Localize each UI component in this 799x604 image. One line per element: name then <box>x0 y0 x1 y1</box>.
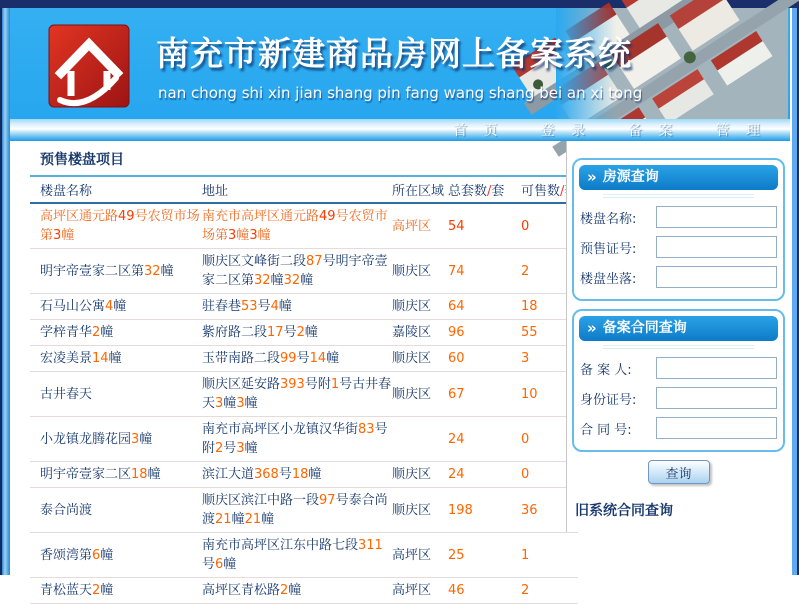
cell-name[interactable]: 泰合尚渡 <box>40 502 93 518</box>
registrant-input[interactable] <box>656 357 777 379</box>
cell-district: 嘉陵区 <box>392 325 432 340</box>
table-row <box>30 320 578 346</box>
cell-total <box>446 385 510 404</box>
old-system-contract-link[interactable]: 旧系统合同查询 <box>575 503 673 519</box>
cell-address: 南充市高坪区江东中路七段311号6幢 <box>202 538 383 572</box>
field-label: 身份证号: <box>580 392 637 408</box>
digits: 14 <box>309 351 327 366</box>
contract-no-input[interactable] <box>656 417 777 439</box>
digits: 96 <box>448 325 465 340</box>
digits: 3 <box>215 396 224 411</box>
digits: 2 <box>280 583 289 598</box>
cell-total <box>446 501 510 520</box>
cell-total <box>446 323 510 342</box>
digits: 4 <box>270 299 279 314</box>
digits: 24 <box>448 431 465 447</box>
digits: 32 <box>144 263 161 279</box>
column-header: 所在区域 <box>392 184 445 199</box>
digits: 311 <box>358 538 383 553</box>
cell-district: 顺庆区 <box>392 386 432 402</box>
form-field <box>580 236 777 258</box>
cell-address: 顺庆区延安路393号附1号古井春天3幢3幢 <box>202 377 392 411</box>
cell-name[interactable]: 高坪区通元路49号农贸市场第3幢 <box>40 209 200 243</box>
table-row <box>30 578 578 604</box>
digits: 99 <box>280 351 297 366</box>
sidebar-panels <box>567 158 790 452</box>
digits: 3 <box>236 396 245 411</box>
panel-title: 房源查询 <box>602 169 659 185</box>
digits: 49 <box>319 209 336 224</box>
building-location-input[interactable] <box>656 266 777 288</box>
field-label: 合 同 号: <box>580 422 632 438</box>
panel-gloss-decoration <box>603 345 754 349</box>
digits: 3 <box>53 228 62 243</box>
digits: 3 <box>249 228 258 243</box>
digits: 53 <box>241 299 258 314</box>
digits: 6 <box>215 557 224 572</box>
cell-total <box>446 349 510 368</box>
nav-item[interactable]: 登 录 <box>540 123 592 139</box>
chevron-right-icon: » <box>587 319 597 337</box>
digits: 60 <box>448 351 465 366</box>
digits: 4 <box>105 299 114 314</box>
contract-query-panel <box>572 309 785 452</box>
digits: 55 <box>521 325 538 340</box>
cell-address: 顺庆区滨江中路一段97号泰合尚渡21幢21幢 <box>202 493 388 527</box>
digits: 25 <box>448 547 465 563</box>
cell-total <box>446 465 510 484</box>
cell-name[interactable]: 古井春天 <box>40 386 93 402</box>
digits: 18 <box>521 299 538 314</box>
digits: / <box>560 184 565 199</box>
right-frame-bar <box>790 8 799 575</box>
section-title: 预售楼盘项目 <box>40 152 124 168</box>
left-frame-bar <box>0 8 10 575</box>
digits: 32 <box>283 273 301 288</box>
cell-district: 顺庆区 <box>392 263 432 279</box>
table-row <box>30 372 578 417</box>
digits: 393 <box>280 377 305 392</box>
digits: 1 <box>521 547 530 563</box>
field-label: 预售证号: <box>580 241 637 257</box>
cell-available <box>510 581 578 600</box>
table-header-row <box>30 177 578 204</box>
cell-total <box>446 430 510 449</box>
cell-address: 紫府路二段17号2幢 <box>202 325 318 340</box>
digits: 24 <box>448 467 465 482</box>
cell-name[interactable]: 石马山公寓4幢 <box>40 299 127 314</box>
cell-district: 高坪区 <box>392 583 432 598</box>
query-button-row <box>567 460 790 484</box>
digits: 1 <box>330 377 340 392</box>
digits: 3 <box>228 228 237 243</box>
table-row <box>30 533 578 578</box>
panel-header <box>579 316 778 341</box>
form-field <box>580 357 777 379</box>
digits: / <box>487 184 492 199</box>
digits: 3 <box>521 351 530 366</box>
cell-total <box>446 546 510 565</box>
cell-address: 玉带南路二段99号14幢 <box>202 351 340 366</box>
digits: 21 <box>215 512 232 527</box>
cell-name[interactable]: 学梓青华2幢 <box>40 325 114 340</box>
cell-address: 驻春巷53号4幢 <box>202 299 292 314</box>
table-row <box>30 346 578 372</box>
cell-name[interactable]: 明宇帝壹家二区18幢 <box>40 467 161 482</box>
table-row <box>30 294 578 320</box>
digits: 2 <box>215 441 224 456</box>
site-subtitle-pinyin: nan chong shi xin jian shang pin fang wang shang bei an xi tong <box>158 84 643 102</box>
digits: 14 <box>92 351 109 366</box>
table-row <box>30 249 578 294</box>
listing-section <box>30 141 578 604</box>
digits: 21 <box>244 512 262 527</box>
cell-district: 顺庆区 <box>392 299 432 314</box>
cell-total <box>446 581 510 600</box>
field-label: 楼盘坐落: <box>580 271 637 287</box>
digits: 32 <box>254 273 271 288</box>
digits: 36 <box>521 502 538 518</box>
column-header: 总套数/套 <box>448 184 505 199</box>
form-field <box>580 266 777 288</box>
digits: 54 <box>448 218 465 234</box>
digits: 74 <box>448 263 465 279</box>
cell-total <box>446 262 510 281</box>
cell-district: 顺庆区 <box>392 502 432 518</box>
form-field <box>580 206 777 228</box>
id-card-no-input[interactable] <box>656 387 777 409</box>
presale-cert-no-input[interactable] <box>656 236 777 258</box>
panel-title: 备案合同查询 <box>602 320 687 336</box>
cell-name[interactable]: 青松蓝天2幢 <box>40 583 114 598</box>
site-title: 南充市新建商品房网上备案系统 <box>156 34 632 73</box>
field-label: 备 案 人: <box>580 362 632 378</box>
housing-query-panel <box>572 158 785 301</box>
nav <box>10 119 790 141</box>
digits: 97 <box>319 493 336 508</box>
digits: 83 <box>358 422 375 437</box>
table-row <box>30 462 578 488</box>
digits: 87 <box>306 254 323 269</box>
cell-address: 滨江大道368号18幢 <box>202 467 322 482</box>
nav-item[interactable]: 管 理 <box>715 123 766 139</box>
house-logo-icon <box>48 24 130 108</box>
building-name-input[interactable] <box>656 206 777 228</box>
cell-address: 南充市高坪区通元路49号农贸市场第3幢3幢 <box>202 209 388 243</box>
digits: 2 <box>92 325 101 340</box>
digits: 67 <box>448 386 465 402</box>
digits: 3 <box>236 441 245 456</box>
form-field <box>580 417 777 439</box>
digits: 2 <box>296 325 305 340</box>
table-body <box>30 204 578 604</box>
panel-header <box>579 165 778 190</box>
digits: 46 <box>448 583 465 598</box>
cell-district: 高坪区 <box>392 547 432 563</box>
cell-address: 顺庆区文峰街二段87号明宇帝壹家二区第32幢32幢 <box>202 254 388 288</box>
query-button[interactable]: 查询 <box>648 460 710 484</box>
digits: 18 <box>291 467 309 482</box>
table-row <box>30 417 578 462</box>
digits: 0 <box>521 467 530 482</box>
digits: 0 <box>521 218 530 234</box>
digits: 6 <box>92 547 101 563</box>
form-field <box>580 387 777 409</box>
sidebar <box>566 141 790 532</box>
cell-total <box>446 297 510 316</box>
digits: 368 <box>254 467 279 482</box>
cell-name[interactable]: 香颂湾第6幢 <box>40 547 114 563</box>
cell-name[interactable]: 宏凌美景14幢 <box>40 351 122 366</box>
cell-total <box>446 217 510 236</box>
digits: 2 <box>92 583 101 598</box>
field-label: 楼盘名称: <box>580 211 637 227</box>
cell-address: 高坪区青松路2幢 <box>202 583 302 598</box>
digits: 64 <box>448 299 465 314</box>
cell-name[interactable]: 明宇帝壹家二区第32幢 <box>40 263 174 279</box>
column-header: 可售数/ <box>521 184 565 199</box>
chevron-right-icon: » <box>587 168 597 186</box>
cell-address: 南充市高坪区小龙镇汉华街83号附2号3幢 <box>202 422 388 456</box>
header-banner <box>10 8 790 119</box>
digits: 3 <box>131 431 140 447</box>
column-header: 地址 <box>202 184 229 199</box>
cell-district: 顺庆区 <box>392 351 432 366</box>
digits: 18 <box>131 467 148 482</box>
digits: 10 <box>521 386 538 402</box>
digits: 49 <box>118 209 135 224</box>
cell-available <box>510 546 578 565</box>
table-row <box>30 204 578 249</box>
digits: 198 <box>448 502 473 518</box>
digits: 17 <box>267 325 284 340</box>
cell-district: 顺庆区 <box>392 467 432 482</box>
digits: 0 <box>521 431 530 447</box>
digits: 2 <box>521 583 530 598</box>
table-row <box>30 488 578 533</box>
cell-name[interactable]: 小龙镇龙腾花园3幢 <box>40 431 153 447</box>
panel-gloss-decoration <box>603 194 754 198</box>
digits: 2 <box>521 263 530 279</box>
nav-item[interactable]: 首 页 <box>453 123 504 139</box>
cell-district: 高坪区 <box>392 218 432 234</box>
nav-item[interactable]: 备 案 <box>628 123 679 139</box>
column-header: 楼盘名称 <box>40 184 93 199</box>
